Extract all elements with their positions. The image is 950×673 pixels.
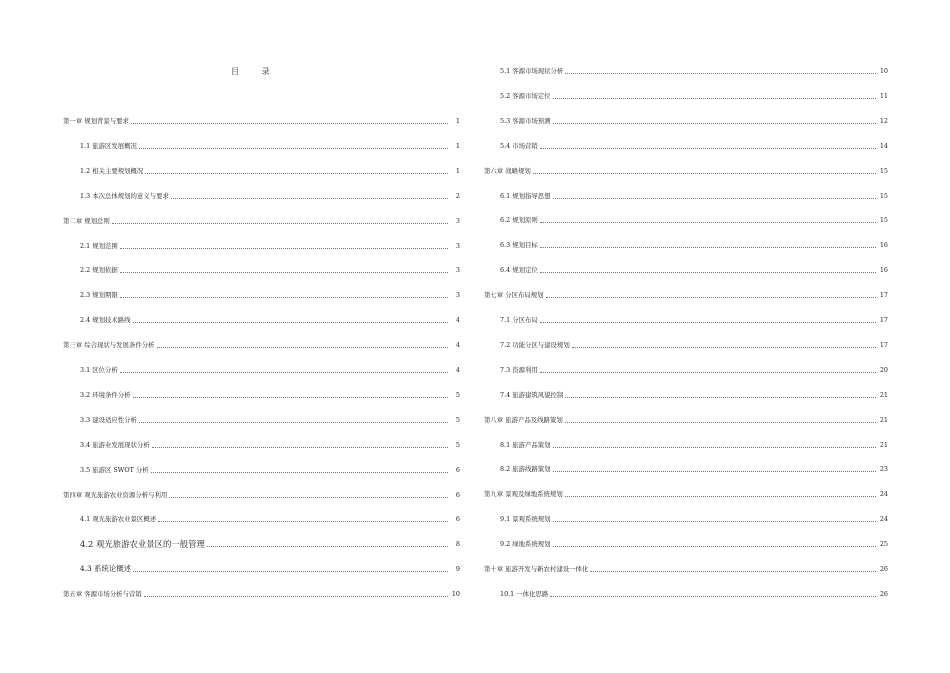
toc-entry-label: 9.1 景观系统规划 <box>500 515 551 524</box>
toc-entry-page: 24 <box>879 515 888 524</box>
toc-entry-label: 9.2 绿地系统规划 <box>500 540 551 549</box>
toc-entry-label: 第九章 景观及绿地系统规划 <box>484 490 563 499</box>
toc-entry-label: 1.1 旅游区发展概况 <box>80 141 137 150</box>
toc-entry-page: 21 <box>879 415 888 424</box>
toc-entry-page: 20 <box>879 365 888 374</box>
toc-entry-page: 2 <box>455 191 460 200</box>
toc-entry[interactable] <box>484 289 888 299</box>
toc-entry-page: 17 <box>879 340 888 349</box>
toc-entry-label: 第一章 规划背景与要求 <box>63 117 129 125</box>
dot-leader <box>553 520 876 522</box>
toc-entry[interactable] <box>500 389 888 399</box>
dot-leader <box>553 97 876 99</box>
toc-entry-page: 24 <box>879 490 888 499</box>
toc-entry-page: 3 <box>455 216 460 225</box>
toc-entry[interactable] <box>500 65 888 75</box>
toc-entry-label: 第七章 分区布局规划 <box>484 291 544 300</box>
toc-entry-label: 2.2 规划依据 <box>80 266 118 275</box>
toc-entry-page: 8 <box>455 540 460 549</box>
toc-entry-label: 2.4 规划技术路线 <box>80 316 131 325</box>
toc-entry[interactable] <box>500 239 888 249</box>
dot-leader <box>565 72 876 74</box>
toc-entry-page: 25 <box>879 540 888 549</box>
dot-leader <box>546 296 876 298</box>
toc-entry[interactable] <box>500 439 888 449</box>
toc-entry-page: 16 <box>879 241 888 250</box>
toc-entry-page: 23 <box>879 465 888 474</box>
toc-entry[interactable] <box>500 513 888 523</box>
toc-entry-page: 3 <box>455 291 460 300</box>
toc-entry-label: 4.3 系统论概述 <box>80 564 132 574</box>
toc-entry-label: 6.2 规划原则 <box>500 216 538 225</box>
toc-entry-page: 12 <box>879 116 888 125</box>
toc-entry[interactable] <box>500 364 888 374</box>
dot-leader <box>553 446 876 448</box>
toc-entry-page: 21 <box>879 440 888 449</box>
toc-entry-label: 6.1 规划指导思想 <box>500 191 551 200</box>
toc-entry-label: 4.2 观光旅游农业景区的一般管理 <box>80 539 205 550</box>
dot-leader <box>540 321 876 323</box>
toc-entry[interactable] <box>484 488 888 498</box>
toc-entry-label: 第十章 旅游开发与新农村建设一体化 <box>484 565 589 573</box>
toc-entry-page: 6 <box>455 490 460 499</box>
dot-leader <box>553 122 876 124</box>
dot-leader <box>572 346 876 348</box>
toc-entry-label: 第二章 规划总则 <box>63 216 110 225</box>
dot-leader <box>553 470 876 472</box>
toc-entry[interactable] <box>484 563 888 573</box>
dot-leader <box>540 271 876 273</box>
toc-entry-label: 5.2 客源市场定位 <box>500 91 551 100</box>
toc-entry-page: 5 <box>455 390 460 399</box>
toc-entry-page: 4 <box>455 341 460 350</box>
toc-entry[interactable] <box>484 414 888 424</box>
dot-leader <box>565 495 876 497</box>
toc-entry-page: 3 <box>455 241 460 250</box>
toc-entry-label: 2.1 规划范围 <box>80 241 118 250</box>
toc-entry-label: 7.3 资源利用 <box>500 365 538 374</box>
toc-entry-label: 第八章 旅游产品及线路策划 <box>484 415 563 424</box>
dot-leader <box>540 147 876 149</box>
toc-entry[interactable] <box>500 538 888 548</box>
dot-leader <box>565 396 876 398</box>
dot-leader <box>553 197 876 199</box>
toc-entry-page: 26 <box>879 565 888 573</box>
toc-entry[interactable] <box>500 90 888 100</box>
toc-entry-label: 第四章 观光旅游农业资源分析与利用 <box>63 490 168 499</box>
toc-entry-label: 7.4 旅游建筑风貌控制 <box>500 390 564 399</box>
toc-entry-label: 3.4 旅游业发展现状分析 <box>80 440 150 449</box>
toc-entry-page: 11 <box>879 91 888 100</box>
toc-entry-page: 9 <box>455 565 460 574</box>
toc-entry-label: 1.3 本次总体规划的意义与要求 <box>80 191 169 200</box>
toc-entry-page: 6 <box>455 515 460 524</box>
toc-entry-page: 4 <box>455 316 460 325</box>
toc-entry-page: 26 <box>879 589 888 598</box>
toc-entry-label: 1.2 相关主要规划概况 <box>80 166 144 175</box>
toc-entry-label: 6.3 规划目标 <box>500 241 538 250</box>
toc-entry-page: 15 <box>879 216 888 225</box>
dot-leader <box>540 221 876 223</box>
dot-leader <box>540 371 876 373</box>
toc-entry-label: 5.4 市场营销 <box>500 141 538 150</box>
toc-entry-label: 7.2 功能分区与建设规划 <box>500 340 570 349</box>
toc-entry-label: 3.2 环境条件分析 <box>80 390 131 399</box>
toc-entry-page: 6 <box>455 465 460 474</box>
toc-entry-label: 2.3 规划期限 <box>80 291 118 300</box>
toc-entry-page: 10 <box>451 590 460 599</box>
dot-leader <box>533 172 876 174</box>
toc-entry[interactable] <box>500 190 888 200</box>
toc-entry-page: 3 <box>455 266 460 275</box>
toc-entry[interactable] <box>500 339 888 349</box>
toc-entry-page: 5 <box>455 440 460 449</box>
toc-entry-page: 21 <box>879 390 888 399</box>
toc-entry-page: 16 <box>879 266 888 275</box>
toc-entry[interactable] <box>500 463 888 473</box>
toc-entry[interactable] <box>500 264 888 274</box>
dot-leader <box>565 421 876 423</box>
toc-entry-page: 14 <box>879 141 888 150</box>
toc-title: 目 录 <box>231 67 280 76</box>
toc-entry-page: 5 <box>455 415 460 424</box>
toc-entry-label: 8.1 旅游产品策划 <box>500 440 551 449</box>
toc-entry[interactable] <box>500 115 888 125</box>
toc-entry[interactable] <box>500 314 888 324</box>
toc-entry-label: 5.3 客源市场预测 <box>500 116 551 125</box>
toc-entry-page: 1 <box>455 141 460 150</box>
toc-entry-label: 8.2 旅游线路策划 <box>500 465 551 474</box>
toc-entry-label: 6.4 规划定位 <box>500 266 538 275</box>
toc-entry[interactable] <box>500 588 888 598</box>
toc-entry-page: 10 <box>879 67 888 75</box>
toc-entry-label: 3.1 区位分析 <box>80 366 118 374</box>
toc-entry-page: 15 <box>879 191 888 200</box>
toc-entry-label: 3.3 建设适应性分析 <box>80 415 137 424</box>
toc-entry-label: 3.5 旅游区 SWOT 分析 <box>80 465 149 474</box>
toc-entry-page: 17 <box>879 316 888 324</box>
dot-leader <box>590 570 876 572</box>
toc-entry[interactable] <box>500 140 888 150</box>
dot-leader <box>540 246 876 248</box>
toc-entry-label: 4.1 观光旅游农业景区概述 <box>80 515 157 524</box>
toc-entry-label: 5.1 客源市场现状分析 <box>500 67 564 75</box>
toc-entry-page: 15 <box>879 166 888 175</box>
toc-entry[interactable] <box>500 214 888 224</box>
toc-entry-page: 1 <box>455 166 460 175</box>
toc-entry-page: 4 <box>455 366 460 374</box>
toc-entry[interactable] <box>484 165 888 175</box>
toc-entry-label: 第五章 客源市场分析与营销 <box>63 590 142 599</box>
toc-entry-label: 7.1 分区布局 <box>500 316 538 324</box>
dot-leader <box>553 545 876 547</box>
toc-entry-page: 1 <box>455 117 460 125</box>
dot-leader <box>550 595 876 597</box>
toc-entry-page: 17 <box>879 291 888 300</box>
toc-entry-label: 第六章 战略规划 <box>484 166 531 175</box>
toc-entry-label: 10.1 一体化思路 <box>500 589 549 598</box>
toc-entry-label: 第三章 综合现状与发展条件分析 <box>63 341 155 350</box>
